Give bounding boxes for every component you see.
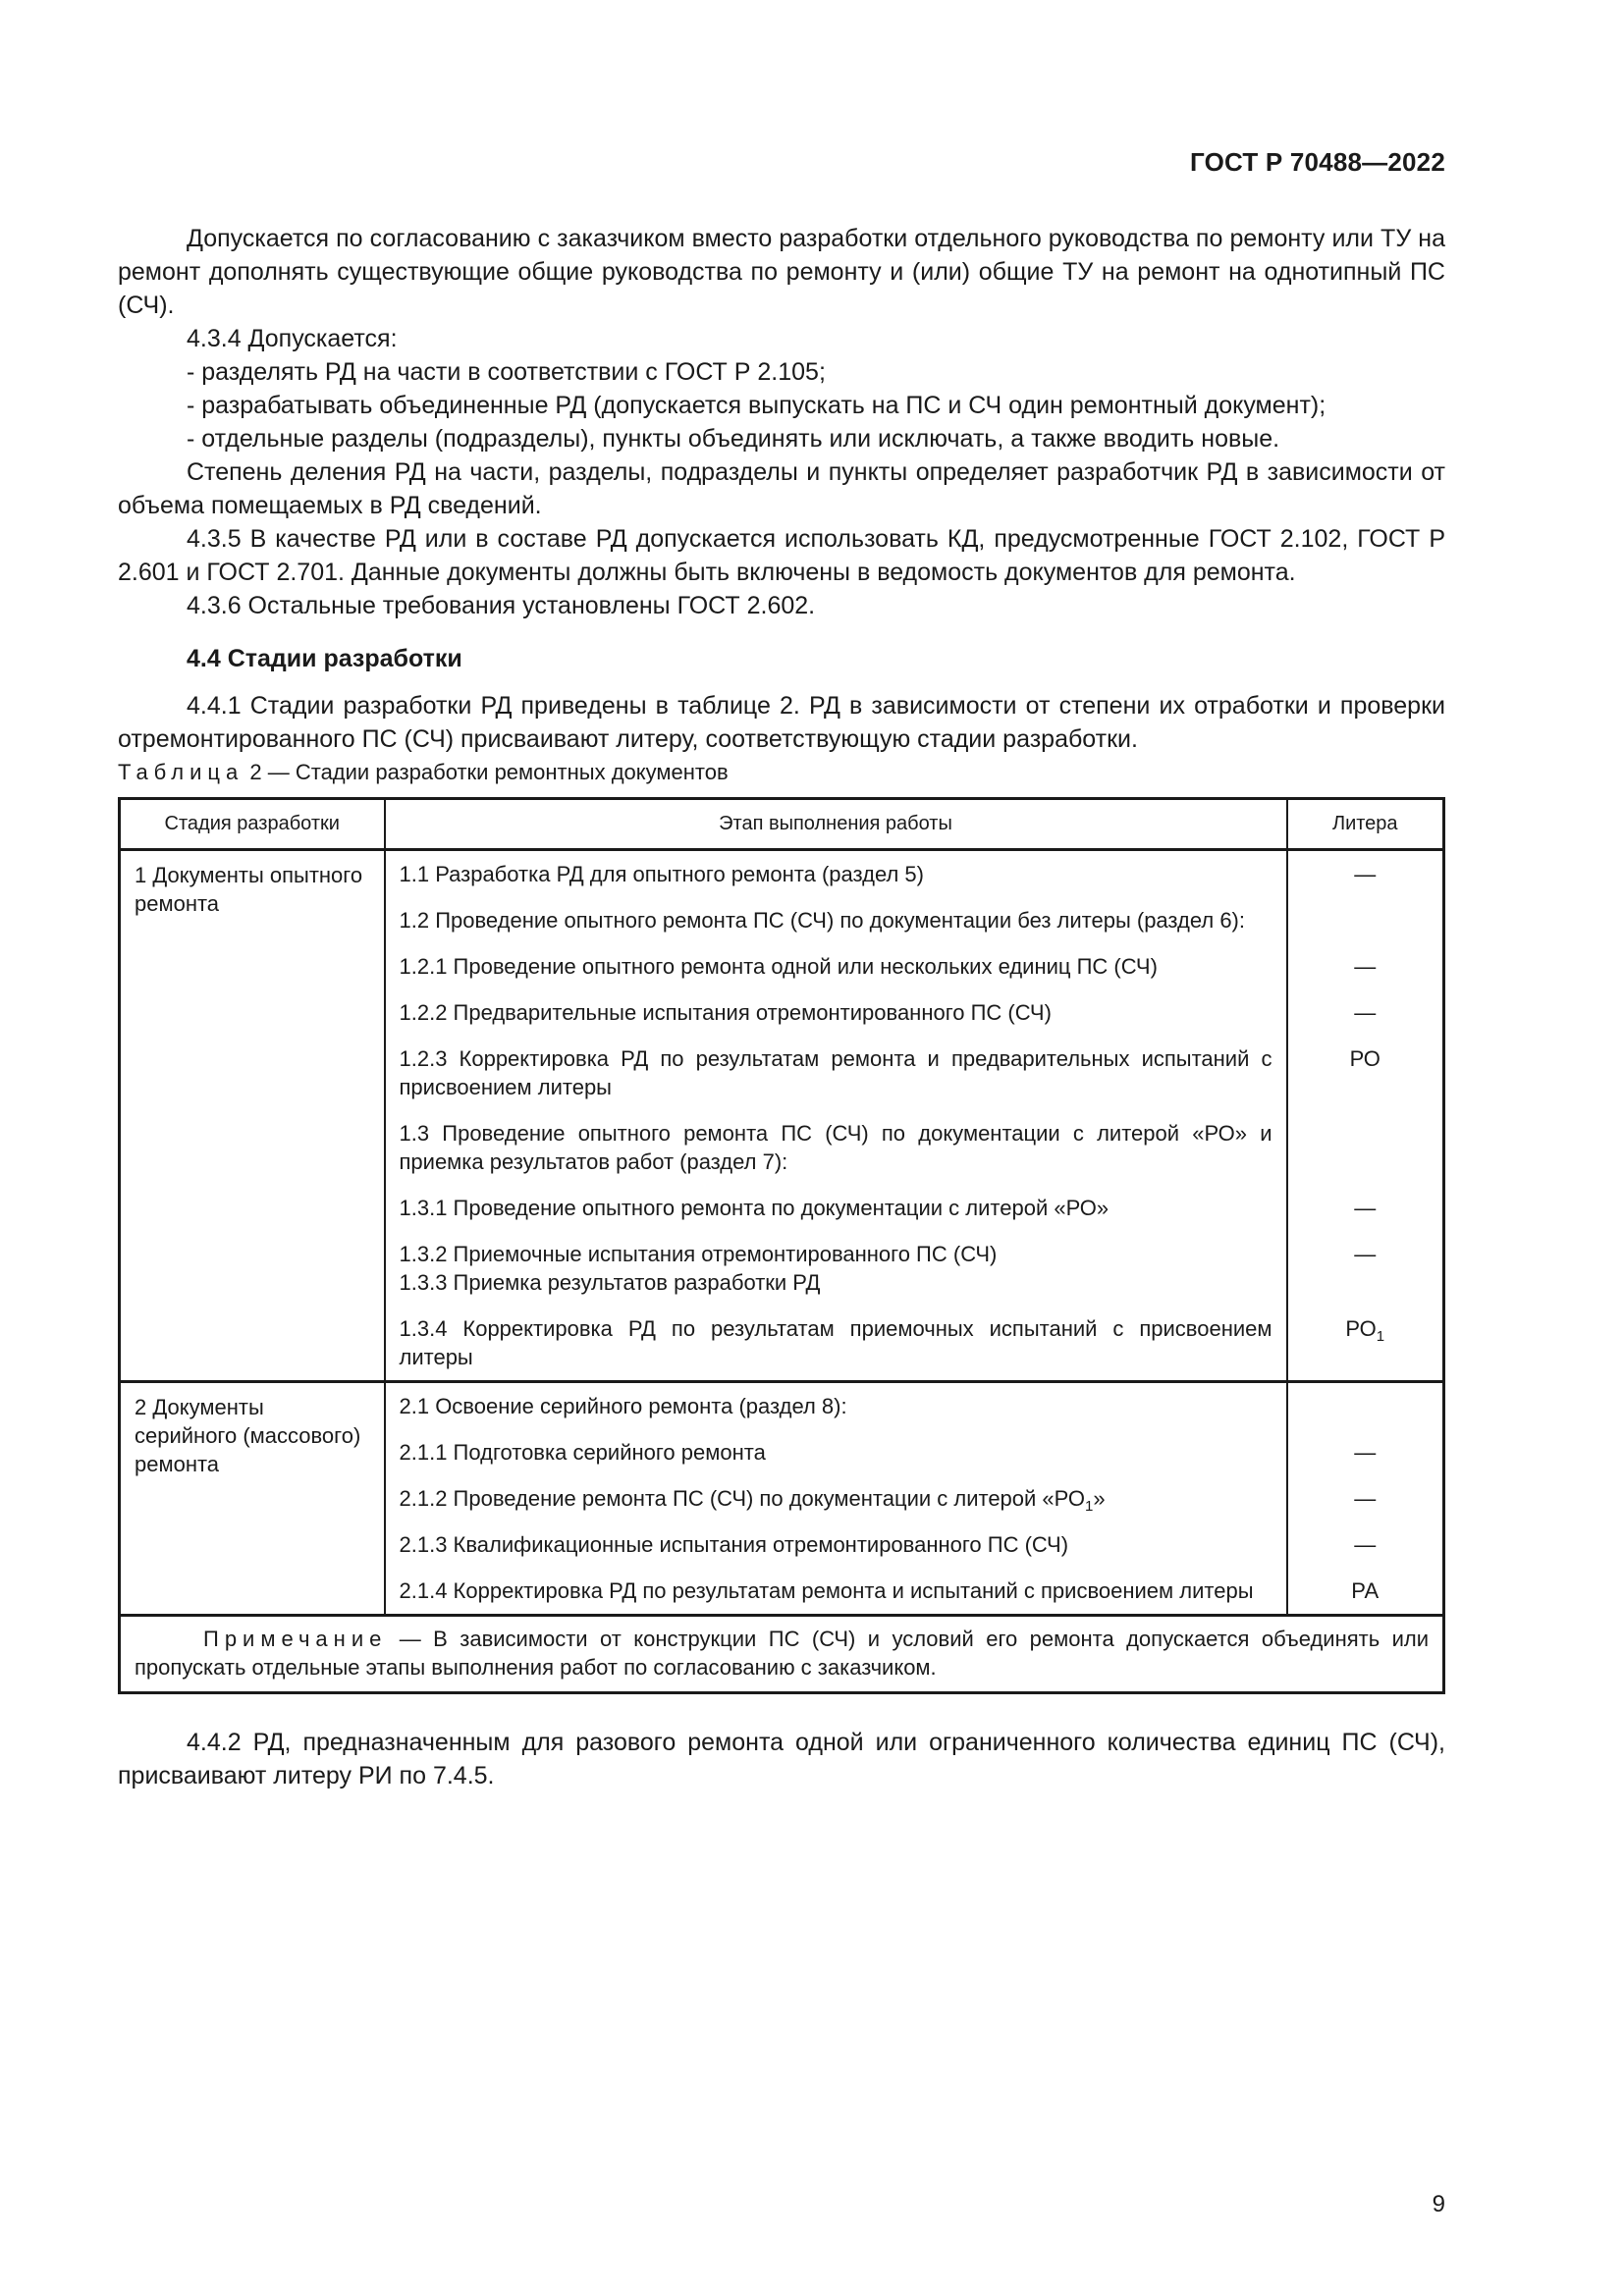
paragraph: 4.3.5 В качестве РД или в составе РД допускается использовать КД, предусмотренные ГОСТ 2.102, ГОСТ Р 2.601 и ГОСТ 2.701. Данные документы должны быть включены в ведомость документов для ремонта. xyxy=(118,525,1445,586)
step-cell: 1.3.4 Корректировка РД по результатам приемочных испытаний с присвоением литеры xyxy=(385,1306,1287,1382)
table-header-row xyxy=(120,799,1444,850)
step-text: 2.1.2 Проведение ремонта ПС (СЧ) по документации с литерой «РО xyxy=(399,1486,1085,1511)
table-row xyxy=(120,850,1444,898)
litera-cell: — xyxy=(1287,1231,1444,1306)
table-caption-label: Таблица xyxy=(118,760,244,784)
table-note-row xyxy=(120,1616,1444,1693)
column-header-step: Этап выполнения работы xyxy=(385,799,1287,850)
step-text-end: » xyxy=(1093,1486,1106,1511)
paragraph: Степень деления РД на части, разделы, подразделы и пункты определяет разработчик РД в зависимости от объема помещаемых в РД сведений. xyxy=(118,458,1445,519)
table-row xyxy=(120,1382,1444,1430)
stage-cell: 2 Документы серийного (массового) ремонта xyxy=(120,1382,385,1616)
litera-cell xyxy=(1287,897,1444,943)
column-header-litera: Литера xyxy=(1287,799,1444,850)
litera-subscript: 1 xyxy=(1376,1328,1385,1345)
paragraph: 4.4.2 РД, предназначенным для разового ремонта одной или ограниченного количества единиц ПС (СЧ), присваивают литеру РИ по 7.4.5. xyxy=(118,1729,1445,1789)
step-cell xyxy=(385,1231,1287,1306)
step-cell: 1.3.1 Проведение опытного ремонта по документации с литерой «РО» xyxy=(385,1185,1287,1231)
step-cell: 1.2.3 Корректировка РД по результатам ремонта и предварительных испытаний с присвоением литеры xyxy=(385,1036,1287,1110)
step-cell xyxy=(385,1475,1287,1522)
stage-cell: 1 Документы опытного ремонта xyxy=(120,850,385,1382)
paragraph: 4.3.6 Остальные требования установлены ГОСТ 2.602. xyxy=(187,592,816,619)
litera-cell xyxy=(1287,1110,1444,1185)
list-item: - отдельные разделы (подразделы), пункты объединять или исключать, а также вводить новые. xyxy=(187,425,1280,453)
litera-cell xyxy=(1287,1382,1444,1430)
litera-cell: — xyxy=(1287,1185,1444,1231)
paragraph: 4.4.1 Стадии разработки РД приведены в таблице 2. РД в зависимости от степени их отработки и проверки отремонтированного ПС (СЧ) присваивают литеру, соответствующую стадии разработки. xyxy=(118,692,1445,753)
paragraph: 4.3.4 Допускается: xyxy=(187,325,398,352)
section-title: 4.4 Стадии разработки xyxy=(187,645,462,672)
step-cell: 1.3 Проведение опытного ремонта ПС (СЧ) по документации с литерой «РО» и приемка результатов работ (раздел 7): xyxy=(385,1110,1287,1185)
litera-cell: — xyxy=(1287,1475,1444,1522)
litera-cell xyxy=(1287,1306,1444,1382)
step-cell: 2.1.4 Корректировка РД по результатам ремонта и испытаний с присвоением литеры xyxy=(385,1568,1287,1616)
stages-table xyxy=(118,797,1445,1694)
step-cell: 1.2.1 Проведение опытного ремонта одной или нескольких единиц ПС (СЧ) xyxy=(385,943,1287,989)
note-text: — В зависимости от конструкции ПС (СЧ) и условий его ремонта допускается объединять или пропускать отдельные этапы выполнения работ по согласованию с заказчиком. xyxy=(135,1627,1429,1680)
litera-cell: — xyxy=(1287,943,1444,989)
litera-cell: — xyxy=(1287,850,1444,898)
table-note xyxy=(120,1616,1444,1693)
litera-cell: — xyxy=(1287,989,1444,1036)
step-cell: 1.1 Разработка РД для опытного ремонта (раздел 5) xyxy=(385,850,1287,898)
step-line: 1.3.2 Приемочные испытания отремонтированного ПС (СЧ) xyxy=(399,1242,998,1266)
step-subscript: 1 xyxy=(1084,1498,1094,1515)
page-number: 9 xyxy=(1432,2191,1445,2217)
step-cell: 1.2 Проведение опытного ремонта ПС (СЧ) по документации без литеры (раздел 6): xyxy=(385,897,1287,943)
table-caption xyxy=(118,756,1445,789)
table-caption-text: 2 — Стадии разработки ремонтных документов xyxy=(249,760,729,784)
litera-cell: — xyxy=(1287,1429,1444,1475)
paragraph: Допускается по согласованию с заказчиком вместо разработки отдельного руководства по ремонту или ТУ на ремонт дополнять существующие общие руководства по ремонту и (или) общие ТУ на ремонт на однотипный ПС (СЧ). xyxy=(118,225,1445,319)
litera-cell: РА xyxy=(1287,1568,1444,1616)
list-item: - разделять РД на части в соответствии с ГОСТ Р 2.105; xyxy=(187,358,826,386)
step-cell: 2.1.3 Квалификационные испытания отремонтированного ПС (СЧ) xyxy=(385,1522,1287,1568)
step-cell: 1.2.2 Предварительные испытания отремонтированного ПС (СЧ) xyxy=(385,989,1287,1036)
note-label: Примечание xyxy=(203,1627,388,1651)
list-item: - разрабатывать объединенные РД (допускается выпускать на ПС и СЧ один ремонтный документ); xyxy=(187,392,1326,419)
document-code: ГОСТ Р 70488—2022 xyxy=(1190,147,1445,177)
step-line: 1.3.3 Приемка результатов разработки РД xyxy=(399,1270,821,1295)
step-cell: 2.1.1 Подготовка серийного ремонта xyxy=(385,1429,1287,1475)
page-body xyxy=(118,222,1445,1792)
litera-text: РО xyxy=(1345,1316,1377,1341)
litera-cell: — xyxy=(1287,1522,1444,1568)
step-cell: 2.1 Освоение серийного ремонта (раздел 8): xyxy=(385,1382,1287,1430)
column-header-stage: Стадия разработки xyxy=(120,799,385,850)
litera-cell: РО xyxy=(1287,1036,1444,1110)
